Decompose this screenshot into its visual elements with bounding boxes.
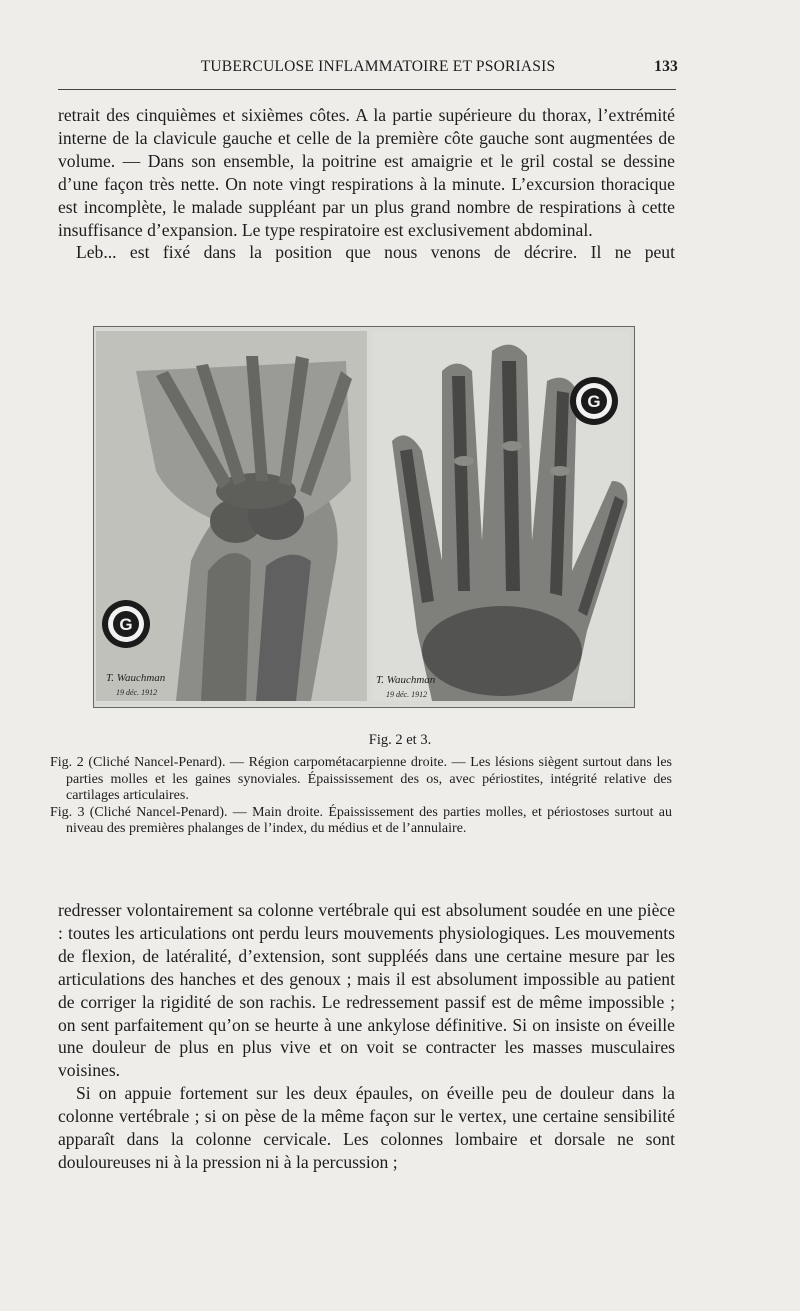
- figure-caption: Fig. 2 (Cliché Nancel-Penard). — Région carpométacarpienne droite. — Les lésions siègent surtout dans les parties molles et les gaines synoviales. Épaississement des os, avec périostites, intégrité relative des cartilages articulaires.: [50, 755, 672, 803]
- paragraph: retrait des cinquièmes et sixièmes côtes. A la partie supérieure du thorax, l’extrémité interne de la clavicule gauche et celle de la première côte gauche sont augmentées de volume. — Dans son ensemble, la poitrine est amaigrie et le gril costal se dessine d’une façon très nette. On note vingt respirations à la minute. L’excursion thoracique est incomplète, le malade suppléant par un plus grand nombre de respirations à cette insuffisance d’expansion. Le type respiratoire est exclusivement abdominal.: [58, 105, 675, 240]
- paragraph: Leb... est fixé dans la position que nous venons de décrire. Il ne peut: [76, 242, 675, 263]
- running-title: TUBERCULOSE INFLAMMATOIRE ET PSORIASIS: [200, 58, 556, 75]
- paragraph: redresser volontairement sa colonne vertébrale qui est absolument soudée en une pièce : toutes les articulations ont perdu leurs mouvements physiologiques. Les mouvements de flexion, de latéralité, d’extension, sont suppléés dans une certaine mesure par les articulations des hanches et des genoux ; mais il est absolument impossible au patient de corriger la rigidité de son rachis. Le redressement passif est de même impossible ; on sent parfaitement qu’on se heurte à une ankylose définitive. Si on insiste on éveille une douleur de plus en plus vive et on voit se contracter les masses musculaires voisines.: [58, 900, 675, 1081]
- figure-label: Fig. 2 et 3.: [368, 732, 432, 748]
- header-rule: [58, 89, 676, 90]
- xray-signature: T. Wauchman: [106, 672, 166, 684]
- figure-caption: Fig. 3 (Cliché Nancel-Penard). — Main droite. Épaississement des parties molles, et périostoses surtout au niveau des premières phalanges de l’index, du médius et de l’annulaire.: [50, 804, 672, 836]
- logo-letter: G: [587, 392, 601, 411]
- logo-letter: G: [119, 615, 133, 634]
- body-text-bottom: [58, 899, 675, 1174]
- wrist-xray-image: [96, 331, 367, 701]
- xray-plate-hand: [372, 331, 630, 701]
- xray-signature: T. Wauchman: [376, 674, 436, 686]
- xray-plate-wrist: [96, 331, 367, 701]
- xray-date: 19 déc. 1912: [386, 690, 428, 699]
- hand-xray-image: [372, 331, 630, 701]
- page-number: 133: [654, 58, 678, 75]
- body-text-top: [58, 104, 675, 264]
- figure-captions: [50, 755, 672, 838]
- xray-date: 19 déc. 1912: [116, 688, 158, 697]
- xray-figure: [93, 326, 635, 708]
- running-header: [58, 58, 678, 76]
- paragraph: Si on appuie fortement sur les deux épaules, on éveille peu de douleur dans la colonne vertébrale ; si on pèse de la même façon sur le vertex, une certaine sensibilité apparaît dans la colonne cervicale. Les colonnes lombaire et dorsale ne sont douloureuses ni à la pression ni à la percussion ;: [58, 1083, 675, 1172]
